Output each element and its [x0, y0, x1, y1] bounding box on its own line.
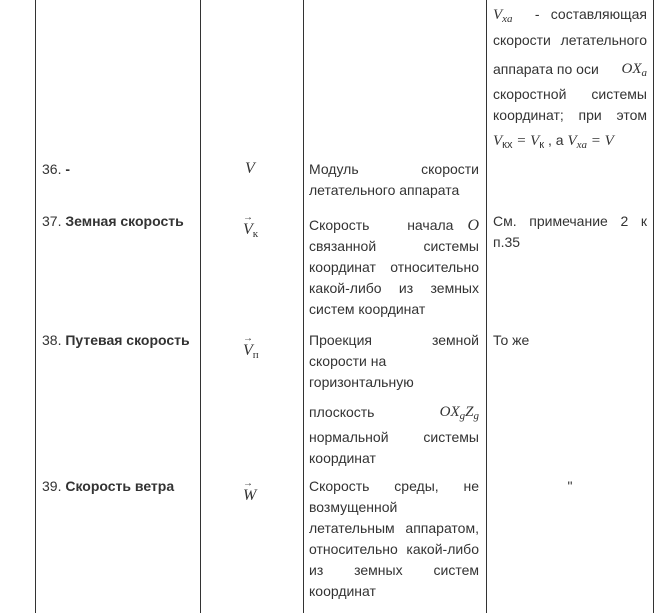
table-border-left: [35, 0, 36, 613]
table-divider-term-symbol: [200, 0, 201, 613]
table-divider-symbol-desc: [303, 0, 304, 613]
formula-vxa: $V_{xa} = V$: [567, 133, 614, 151]
row-36-desc-line-1: Модуль скорости: [309, 161, 479, 177]
row-38-note-text: То же: [493, 332, 530, 348]
row-39-desc-line-2: возмущенной: [309, 499, 398, 515]
row-38-symbol: [243, 342, 259, 361]
row-38-number: 38.: [42, 332, 62, 348]
row-38-desc-line-3: горизонтальную: [309, 374, 414, 390]
top-note-text-6: , а: [547, 132, 564, 148]
formula-vkx: $V_{кх} = V_к$: [493, 133, 545, 151]
row-36-symbol-text: V: [245, 160, 255, 177]
row-37-desc-line-2: связанной системы: [309, 238, 479, 254]
top-note-line-2: скорости летательного: [493, 32, 647, 48]
row-37-desc-line-4: какой-либо из земных: [309, 280, 479, 296]
row-37-desc-line-1: [309, 215, 479, 236]
row-37-symbol-main: → V: [243, 221, 253, 239]
top-note-line-1: $V_{xa}$ - составляющая: [493, 6, 647, 25]
row-39-note: [493, 476, 647, 497]
row-38-desc-line-4: [309, 402, 479, 427]
row-38-symbol-sub: п: [252, 349, 259, 361]
row-38-term-text: Путевая скорость: [65, 332, 190, 348]
row-39-symbol-text: → W: [243, 487, 256, 505]
row-39-symbol: [243, 487, 256, 505]
row-39-desc-line-1: Скорость среды, не: [309, 478, 479, 494]
top-note-block: [493, 4, 647, 156]
row-39-desc-line-3: летательным аппаратом,: [309, 520, 479, 536]
top-note-line-4: скоростной системы: [493, 86, 647, 102]
row-36-term: [42, 159, 194, 180]
row-38-description: [309, 330, 479, 469]
row-37-desc-line-5: систем координат: [309, 301, 426, 317]
row-37-desc-symbol-o: O: [467, 217, 479, 234]
row-37-symbol: [243, 221, 258, 240]
row-38-term: [42, 330, 200, 351]
row-37-desc-line-3: координат относительно: [309, 259, 479, 275]
row-38-desc-line-5: нормальной системы: [309, 429, 479, 445]
row-37-term-text: Земная скорость: [65, 213, 184, 229]
row-38-desc-line-2: скорости на: [309, 353, 387, 369]
row-37-note: [493, 211, 647, 253]
row-39-term: [42, 476, 194, 497]
row-37-description: [309, 215, 479, 320]
plane-oxgzg-formula: $OX_gZ_g$: [439, 404, 479, 422]
row-39-desc-line-5: из земных систем: [309, 562, 479, 578]
row-36-number: 36.: [42, 161, 62, 177]
row-38-note: [493, 330, 647, 351]
row-37-symbol-sub: к: [252, 228, 259, 240]
row-39-term-text: Скорость ветра: [65, 478, 175, 494]
axis-oxa-formula: $OX_a$: [621, 61, 647, 79]
row-39-desc-line-6: координат: [309, 583, 376, 599]
row-37-note-line-1: См. примечание 2 к: [493, 213, 647, 229]
row-36-desc-line-2: летательного аппарата: [309, 182, 460, 198]
table-border-right: [653, 0, 654, 613]
row-36-symbol: [245, 160, 255, 178]
top-note-text-1: - составляющая: [534, 6, 647, 22]
row-38-desc-text-4: плоскость: [309, 404, 375, 420]
table-divider-desc-note: [486, 0, 487, 613]
row-37-term: [42, 211, 194, 232]
row-37-number: 37.: [42, 213, 62, 229]
row-37-note-line-2: п.35: [493, 234, 521, 250]
top-note-line-5: координат; при этом: [493, 107, 647, 123]
row-39-description: [309, 476, 479, 602]
top-note-text-3: аппарата по оси: [493, 61, 599, 77]
row-39-desc-line-4: относительно какой-либо: [309, 541, 479, 557]
row-39-note-text: ": [567, 478, 573, 494]
row-38-symbol-main: → V: [243, 342, 253, 360]
row-36-description: [309, 159, 479, 201]
top-note-line-3: [493, 59, 647, 84]
top-note-line-6: [493, 130, 647, 156]
row-38-desc-line-6: координат: [309, 450, 376, 466]
row-39-number: 39.: [42, 478, 62, 494]
row-38-desc-line-1: Проекция земной: [309, 332, 479, 348]
row-36-term-text: -: [65, 161, 71, 177]
row-37-desc-text-1: Скорость начала: [309, 217, 454, 233]
